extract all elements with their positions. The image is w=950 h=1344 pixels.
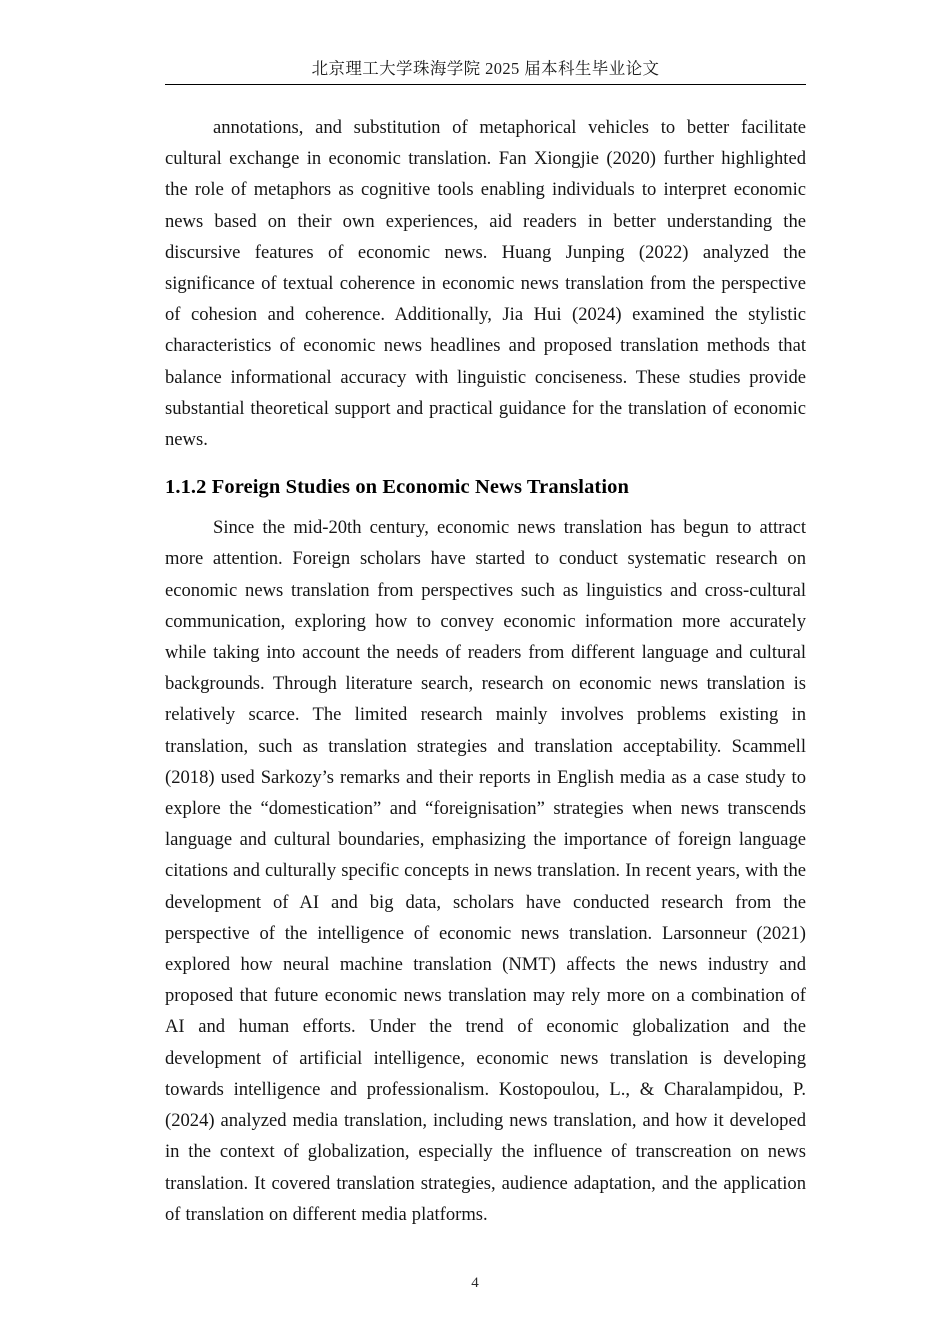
- section-heading-1-1-2: 1.1.2 Foreign Studies on Economic News Translation: [165, 476, 630, 499]
- page-content: [165, 112, 806, 1230]
- paragraph-foreign-studies: Since the mid-20th century, economic news translation has begun to attract more attention. Foreign scholars have started to conduct systematic research on economic news translation from perspectives such as linguistics and cross-cultural communication, exploring how to convey economic information more accurately while taking into account the needs of readers from different language and cultural backgrounds. Through literature search, research on economic news translation is relatively scarce. The limited research mainly involves problems existing in translation, such as translation strategies and translation acceptability. Scammell (2018) used Sarkozy’s remarks and their reports in English media as a case study to explore the “domestication” and “foreignisation” strategies when news transcends language and cultural boundaries, emphasizing the importance of foreign language citations and culturally specific concepts in news translation. In recent years, with the development of AI and big data, scholars have conducted research from the perspective of the intelligence of economic news translation. Larsonneur (2021) explored how neural machine translation (NMT) affects the news industry and proposed that future economic news translation may rely more on a combination of AI and human efforts. Under the trend of economic globalization and the development of artificial intelligence, economic news translation is developing towards intelligence and professionalism. Kostopoulou, L., & Charalampidou, P. (2024) analyzed media translation, including news translation, and how it developed in the context of globalization, especially the influence of transcreation on news translation. It covered translation strategies, audience adaptation, and the application of translation on different media platforms.: [165, 517, 806, 1225]
- paragraph-continuation-chinese-studies: annotations, and substitution of metaphorical vehicles to better facilitate cultural exchange in economic translation. Fan Xiongjie (2020) further highlighted the role of metaphors as cognitive tools enabling individuals to interpret economic news based on their own experiences, aid readers in better understanding the discursive features of economic news. Huang Junping (2022) analyzed the significance of textual coherence in economic news translation from the perspective of cohesion and coherence. Additionally, Jia Hui (2024) examined the stylistic characteristics of economic news headlines and proposed translation methods that balance informational accuracy with linguistic conciseness. These studies provide substantial theoretical support and practical guidance for the translation of economic news.: [165, 117, 806, 451]
- page-number: 4: [471, 1275, 479, 1291]
- running-header: [165, 58, 806, 85]
- running-header-title: 北京理工大学珠海学院 2025 届本科生毕业论文: [311, 59, 660, 78]
- header-divider-rule: [165, 84, 806, 85]
